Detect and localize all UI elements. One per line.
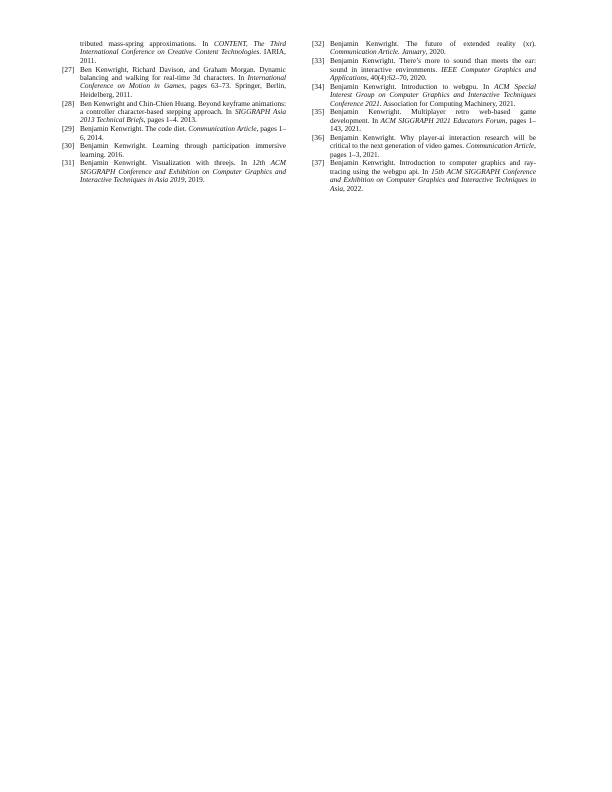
references-left-column — [62, 40, 286, 185]
reference-number: [30] — [62, 141, 75, 151]
ref-text-part: Benjamin Kenwright. The code diet. — [80, 124, 189, 134]
reference-number: [32] — [312, 39, 325, 48]
ref-text-part: Communication Article — [188, 124, 257, 134]
ref-text-part: CONTENT, The Third International Conference on Creative Content Technologies — [80, 39, 286, 57]
ref-text-part: IEEE Computer Graphics and Applications — [330, 64, 536, 82]
ref-text-part: International Conference on Motion in Games — [80, 73, 286, 91]
ref-text-part: Ben Kenwright, Richard Davison, and Graham Morgan. Dynamic balancing and walking for real-time 3d characters. In — [80, 64, 286, 82]
reference-27 — [62, 66, 286, 100]
reference-34 — [312, 83, 536, 108]
ref-text-part: Benjamin Kenwright. Why player-ai interaction research will be critical to the next generation of video games. — [330, 132, 536, 151]
reference-31 — [62, 159, 286, 184]
ref-text-part: , 2022. — [342, 183, 364, 193]
ref-text-part: Communication Article — [465, 141, 535, 151]
ref-text-part: Benjamin Kenwright. There’s more to sound than meets the ear: sound in interactive environments. — [330, 56, 536, 74]
ref-text-part: , pages 1–4. 2013. — [143, 115, 197, 125]
ref-text-part: , pages 1–143, 2021. — [330, 115, 536, 134]
reference-30 — [62, 142, 286, 159]
reference-number: [37] — [312, 158, 325, 168]
reference-number: [31] — [62, 158, 75, 168]
reference-number: [35] — [312, 107, 325, 117]
ref-text-part: Benjamin Kenwright. Introduction to webgpu. In — [330, 81, 495, 91]
reference-number: [29] — [62, 124, 75, 134]
reference-number: [36] — [312, 132, 325, 142]
reference-33 — [312, 57, 536, 82]
reference-28 — [62, 100, 286, 125]
ref-text-part: , 2020. — [425, 47, 446, 57]
ref-text-part: Benjamin Kenwright. Learning through participation immersive learning. 2016. — [80, 141, 286, 159]
ref-text-part: , pages 1–6, 2014. — [80, 124, 287, 142]
references-right-column — [312, 40, 536, 193]
ref-text-part: Benjamin Kenwright. Multiplayer retro web-based game development. In — [330, 107, 536, 125]
ref-text-part: 12th ACM SIGGRAPH Conference and Exhibition on Computer Graphics and Interactive Techniques in Asia 2019 — [80, 158, 286, 185]
ref-text-part: ACM SIGGRAPH 2021 Educators Forum — [380, 115, 506, 125]
ref-text-part: SIGGRAPH Asia 2013 Technical Briefs — [80, 107, 286, 125]
ref-text-part: . IARIA, 2011. — [80, 47, 286, 65]
ref-text-part: . Association for Computing Machinery, 2021. — [379, 98, 516, 108]
reference-number: [34] — [312, 81, 325, 91]
ref-text-part: , 2019. — [184, 175, 205, 185]
reference-37 — [312, 159, 536, 193]
ref-text-part: Communication Article. January — [330, 47, 426, 57]
ref-text-part: , 40(4):62–70, 2020. — [366, 73, 427, 82]
ref-text-part: Ben Kenwright and Chin-Chien Huang. Beyond keyframe animations: a controller character-based stepping approach. In — [80, 98, 286, 116]
ref-text-part: ACM Special Interest Group on Computer Graphics and Interactive Techniques Conference 2021 — [330, 81, 536, 108]
reference-26-continuation — [62, 40, 286, 65]
ref-text-part: , pages 63–73. Springer, Berlin, Heidelberg, 2011. — [80, 81, 287, 99]
reference-number: [27] — [62, 64, 75, 74]
reference-29 — [62, 125, 286, 142]
ref-text-part: 15th ACM SIGGRAPH Conference and Exhibition on Computer Graphics and Interactive Techniques in Asia — [330, 166, 536, 193]
ref-text-part: tributed mass-spring approximations. In — [80, 39, 214, 48]
reference-number: [33] — [312, 56, 325, 66]
reference-35 — [312, 108, 536, 133]
reference-number: [28] — [62, 98, 75, 108]
reference-32 — [312, 40, 536, 57]
reference-36 — [312, 134, 536, 159]
ref-text-part: Benjamin Kenwright. Introduction to computer graphics and ray-tracing using the webgpu api. In — [330, 158, 536, 176]
ref-text-part: , pages 1–3, 2021. — [330, 141, 536, 159]
ref-text-part: Benjamin Kenwright. Visualization with threejs. In — [80, 158, 253, 168]
ref-text-part: Benjamin Kenwright. The future of extended reality (xr). — [330, 39, 536, 48]
